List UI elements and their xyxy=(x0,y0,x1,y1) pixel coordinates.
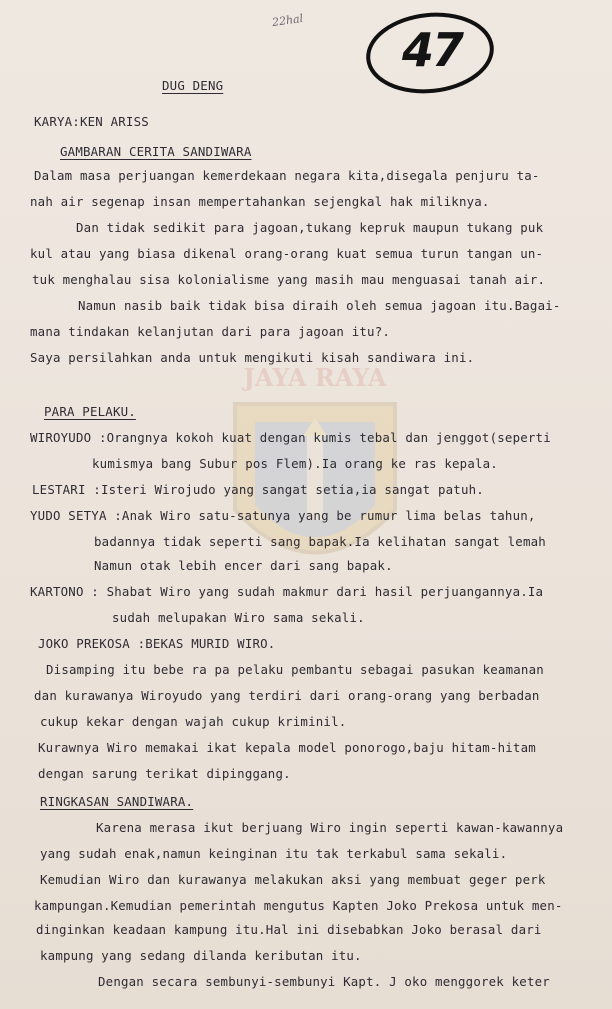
section-heading-ringkasan: RINGKASAN SANDIWARA. xyxy=(40,794,194,809)
author-line: KARYA:KEN ARISS xyxy=(34,114,149,129)
watermark-text: JAYA RAYA xyxy=(243,363,387,392)
text-line: mana tindakan kelanjutan dari para jagoan itu?. xyxy=(30,324,391,339)
text-line: cukup kekar dengan wajah cukup kriminil. xyxy=(40,714,347,729)
text-line: tuk menghalau sisa kolonialisme yang masih mau menguasai tanah air. xyxy=(32,272,546,287)
text-line: dinginkan keadaan kampung itu.Hal ini disebabkan Joko berasal dari xyxy=(36,922,542,937)
text-line: Disamping itu bebe ra pa pelaku pembantu sebagai pasukan keamanan xyxy=(46,662,544,677)
text-line: yang sudah enak,namun keinginan itu tak terkabul sama sekali. xyxy=(40,846,508,861)
section-heading-gambaran: GAMBARAN CERITA SANDIWARA xyxy=(60,144,252,159)
text-line: JOKO PREKOSA :BEKAS MURID WIRO. xyxy=(38,636,276,651)
text-line: nah air segenap insan mempertahankan sejengkal hak miliknya. xyxy=(30,194,490,209)
text-line: Karena merasa ikut berjuang Wiro ingin seperti kawan-kawannya xyxy=(96,820,564,835)
text-line: kul atau yang biasa dikenal orang-orang kuat semua turun tangan un- xyxy=(30,246,544,261)
text-line: Dan tidak sedikit para jagoan,tukang kepruk maupun tukang puk xyxy=(76,220,544,235)
text-line: KARTONO : Shabat Wiro yang sudah makmur dari hasil perjuangannya.Ia xyxy=(30,584,544,599)
text-line: kampungan.Kemudian pemerintah mengutus Kapten Joko Prekosa untuk men- xyxy=(34,898,563,913)
text-line: badannya tidak seperti sang bapak.Ia kelihatan sangat lemah xyxy=(94,534,546,549)
page-number: 47 xyxy=(401,23,462,77)
text-line: Dengan secara sembunyi-sembunyi Kapt. J oko menggorek keter xyxy=(98,974,550,989)
text-line: LESTARI :Isteri Wirojudo yang sangat setia,ia sangat patuh. xyxy=(32,482,484,497)
text-line: WIROYUDO :Orangnya kokoh kuat dengan kumis tebal dan jenggot(seperti xyxy=(30,430,551,445)
text-line: Kurawnya Wiro memakai ikat kepala model ponorogo,baju hitam-hitam xyxy=(38,740,536,755)
text-line: Kemudian Wiro dan kurawanya melakukan aksi yang membuat geger perk xyxy=(40,872,546,887)
section-heading-para-pelaku: PARA PELAKU. xyxy=(44,404,136,419)
text-line: kumismya bang Subur pos Flem).Ia orang ke ras kepala. xyxy=(92,456,498,471)
handwritten-note: 22hal xyxy=(271,11,304,30)
text-line: Namun nasib baik tidak bisa diraih oleh semua jagoan itu.Bagai- xyxy=(78,298,561,313)
text-line: sudah melupakan Wiro sama sekali. xyxy=(112,610,365,625)
text-line: YUDO SETYA :Anak Wiro satu-satunya yang be rumur lima belas tahun, xyxy=(30,508,536,523)
text-line: dan kurawanya Wiroyudo yang terdiri dari orang-orang yang berbadan xyxy=(34,688,540,703)
text-line: Namun otak lebih encer dari sang bapak. xyxy=(94,558,393,573)
text-line: kampung yang sedang dilanda keributan itu. xyxy=(40,948,362,963)
text-line: Dalam masa perjuangan kemerdekaan negara kita,disegala penjuru ta- xyxy=(34,168,540,183)
text-line: Saya persilahkan anda untuk mengikuti kisah sandiwara ini. xyxy=(30,350,475,365)
play-title: DUG DENG xyxy=(162,78,224,93)
text-line: dengan sarung terikat dipinggang. xyxy=(38,766,291,781)
